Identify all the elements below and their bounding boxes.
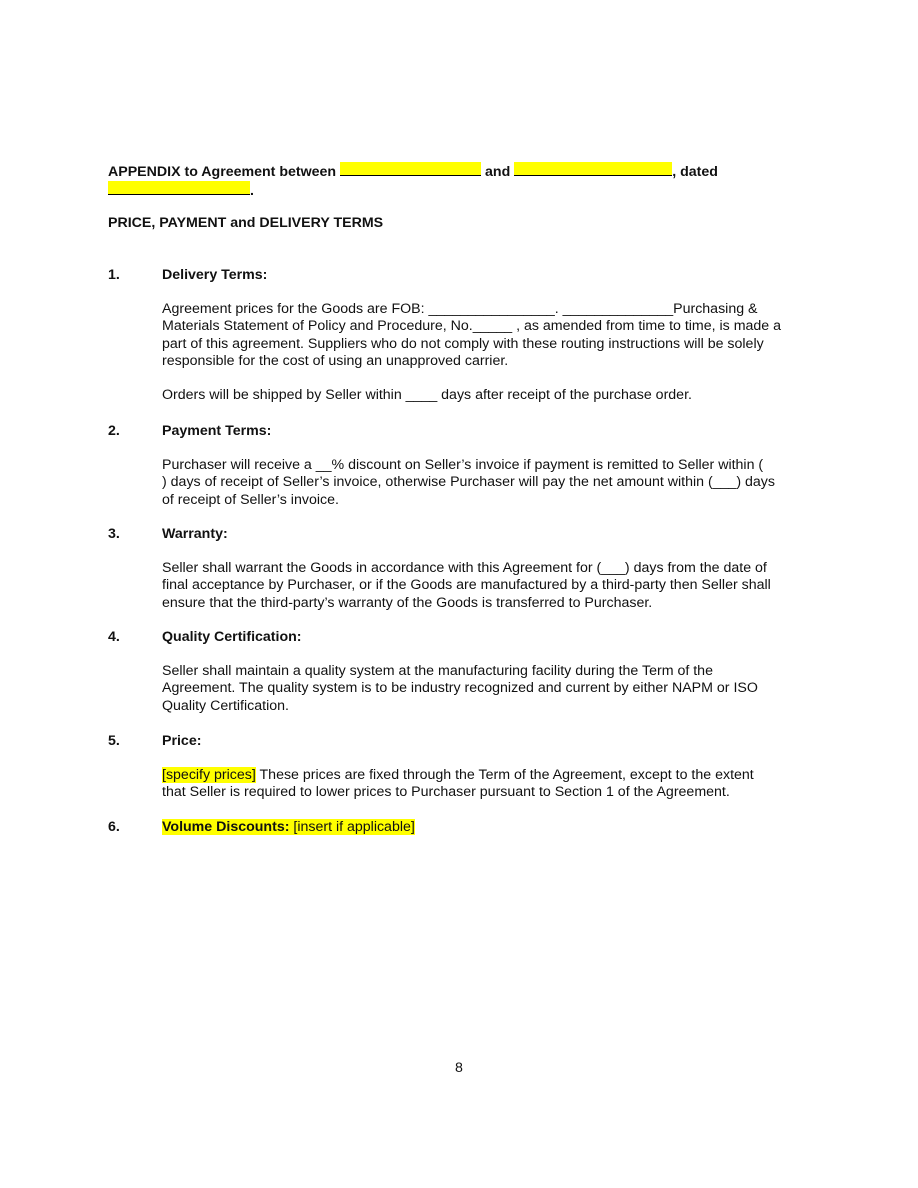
text-line: responsible for the cost of using an unapproved carrier. <box>162 352 509 369</box>
section-1-number: 1. <box>108 267 120 283</box>
text-line: final acceptance by Purchaser, or if the Goods are manufactured by a third-party then Seller shall <box>162 577 771 594</box>
text-line: part of this agreement. Suppliers who do not comply with these routing instructions will be solely <box>162 335 764 352</box>
text-line: Seller shall warrant the Goods in accordance with this Agreement for (___) days from the date of <box>162 560 767 576</box>
appendix-title <box>108 162 808 200</box>
section-5-number: 5. <box>108 733 120 749</box>
section-2-paragraph <box>162 457 812 509</box>
section-2-number: 2. <box>108 423 120 439</box>
text-line <box>162 767 812 784</box>
text-line: Materials Statement of Policy and Procedure, No._____ , as amended from time to time, is made a <box>162 318 782 335</box>
text-line: that Seller is required to lower prices to Purchaser pursuant to Section 1 of the Agreement. <box>162 784 730 801</box>
text-line: Quality Certification. <box>162 697 289 714</box>
section-subtitle: PRICE, PAYMENT and DELIVERY TERMS <box>108 215 384 231</box>
title-prefix: APPENDIX to Agreement between <box>108 164 337 180</box>
section-5-heading: Price: <box>162 733 202 749</box>
date-blank <box>108 181 250 195</box>
text-line: of receipt of Seller’s invoice. <box>162 491 339 508</box>
section-4-heading: Quality Certification: <box>162 629 302 645</box>
volume-discounts-heading: Volume Discounts: <box>162 819 290 835</box>
party-two-blank <box>514 162 672 176</box>
text-line: Orders will be shipped by Seller within ____ days after receipt of the purchase order. <box>162 387 692 403</box>
text-line: Purchaser will receive a __% discount on Seller’s invoice if payment is remitted to Seller within ( <box>162 457 764 473</box>
section-4-number: 4. <box>108 629 120 645</box>
section-1-shipping <box>162 387 812 404</box>
text-line: Agreement. The quality system is to be industry recognized and current by either NAPM or ISO <box>162 680 758 697</box>
section-3-paragraph <box>162 560 812 612</box>
text-line: Agreement prices for the Goods are FOB: ________________. ______________Purchasing & <box>162 301 758 317</box>
section-1-paragraph <box>162 301 812 370</box>
section-1-heading: Delivery Terms: <box>162 267 268 283</box>
section-3-number: 3. <box>108 526 120 542</box>
section-5-paragraph <box>162 767 812 802</box>
section-2-heading: Payment Terms: <box>162 423 272 439</box>
section-3-heading: Warranty: <box>162 526 228 542</box>
page-number: 8 <box>455 1060 463 1076</box>
section-4-paragraph <box>162 663 812 715</box>
party-one-blank <box>340 162 481 176</box>
section-6-number: 6. <box>108 819 120 835</box>
title-end: . <box>250 183 254 199</box>
insert-if-applicable-note: [insert if applicable] <box>289 819 415 835</box>
price-text: These prices are fixed through the Term of the Agreement, except to the extent <box>255 767 754 783</box>
title-and: and <box>485 164 511 180</box>
title-dated: , dated <box>672 164 718 180</box>
specify-prices-highlight: [specify prices] <box>162 767 256 783</box>
text-line: ensure that the third-party’s warranty of the Goods is transferred to Purchaser. <box>162 594 653 611</box>
section-6-heading-group <box>162 819 415 835</box>
text-line: ) days of receipt of Seller’s invoice, otherwise Purchaser will pay the net amount within (___) days <box>162 474 775 491</box>
text-line: Seller shall maintain a quality system at the manufacturing facility during the Term of the <box>162 663 713 679</box>
